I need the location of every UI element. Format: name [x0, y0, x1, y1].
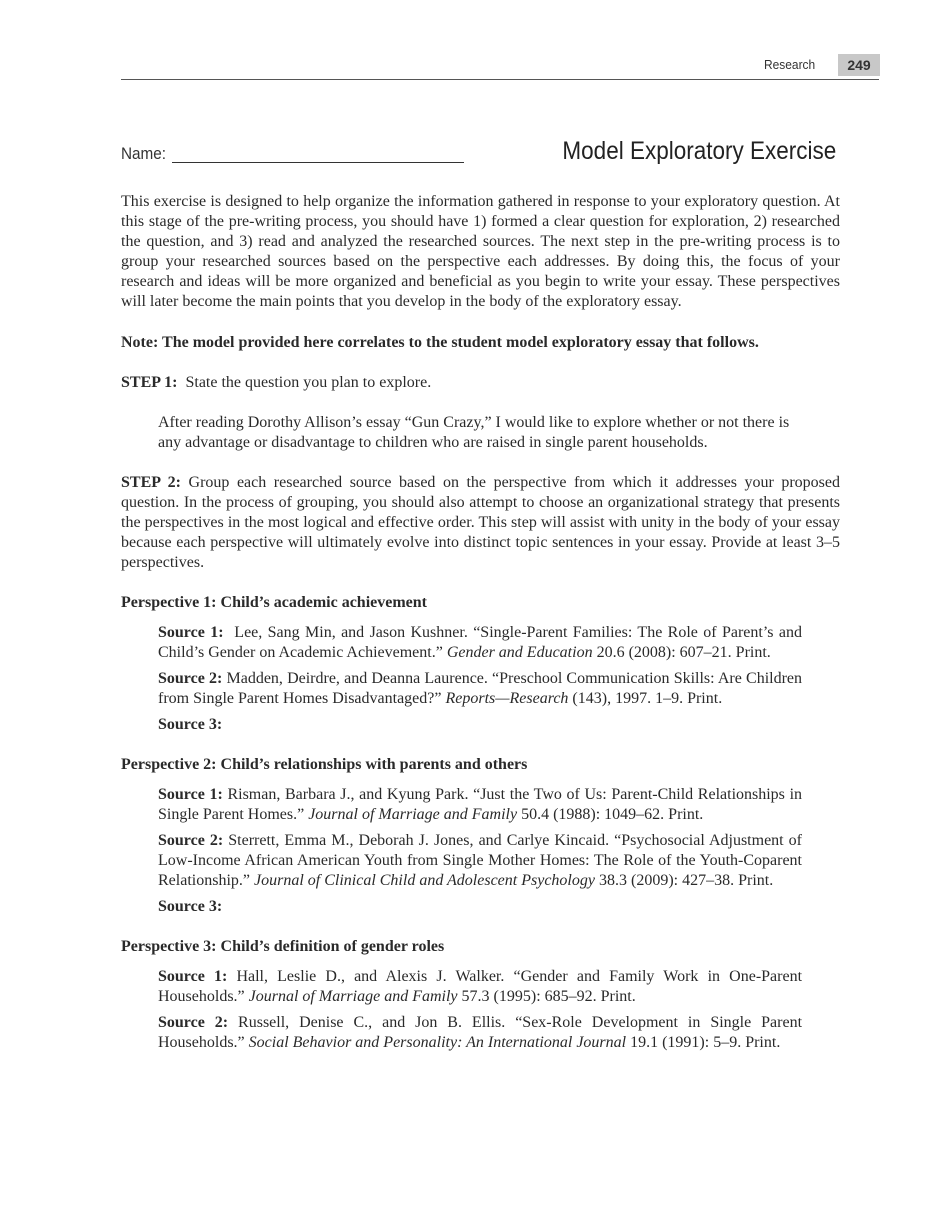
step-1-label: STEP 1:	[121, 374, 178, 391]
source-journal: Journal of Marriage and Family	[308, 806, 518, 823]
page-title: Model Exploratory Exercise	[562, 137, 836, 165]
source-citation: Madden, Deirdre, and Deanna Laurence. “Preschool Communication Skills: Are Children from Single Parent Homes Disadvantaged?”	[158, 670, 803, 707]
perspective-heading: Perspective 2: Child’s relationships with parents and others	[121, 756, 528, 773]
source-label: Source 2:	[158, 832, 224, 849]
source-citation: Risman, Barbara J., and Kyung Park. “Just the Two of Us: Parent-Child Relationships in Single Parent Homes.”	[158, 786, 803, 823]
source-label: Source 2:	[158, 1014, 229, 1031]
source-entry	[158, 967, 802, 1007]
source-label: Source 1:	[158, 786, 223, 803]
source-journal: Social Behavior and Personality: An International Journal	[248, 1034, 627, 1051]
source-citation-end: 19.1 (1991): 5–9. Print.	[626, 1034, 781, 1051]
step-1-answer: After reading Dorothy Allison’s essay “Gun Crazy,” I would like to explore whether or not there is any advantage or disadvantage to children who are raised in single parent households.	[158, 414, 790, 451]
header-rule	[121, 79, 879, 80]
source-citation-end: 38.3 (2009): 427–38. Print.	[594, 872, 774, 889]
source-entry	[158, 669, 802, 709]
step-2	[121, 473, 840, 573]
source-citation: Hall, Leslie D., and Alexis J. Walker. “Gender and Family Work in One-Parent Households.”	[158, 968, 803, 1005]
source-citation: Sterrett, Emma M., Deborah J. Jones, and Carlye Kincaid. “Psychosocial Adjustment of Low-Income African American Youth from Single Mother Homes: The Role of the Youth-Coparent Relationship.”	[158, 832, 803, 889]
source-journal: Journal of Clinical Child and Adolescent Psychology	[253, 872, 595, 889]
source-citation-end: 57.3 (1995): 685–92. Print.	[457, 988, 636, 1005]
source-citation: Lee, Sang Min, and Jason Kushner. “Single-Parent Families: The Role of Parent’s and Child’s Gender on Academic Achievement.”	[158, 624, 803, 661]
intro-paragraph: This exercise is designed to help organize the information gathered in response to your exploratory question. At this stage of the pre-writing process, you should have 1) formed a clear question for exploration, 2) researched the question, and 3) read and analyzed the researched sources. The next step in the pre-writing process is to group your researched sources based on the perspective each addresses. By doing this, the focus of your research and ideas will be more organized and beneficial as you begin to write your essay. These perspectives will later become the main points that you develop in the body of the exploratory essay.	[121, 193, 840, 310]
name-label: Name:	[121, 144, 167, 163]
perspective-heading: Perspective 3: Child’s definition of gender roles	[121, 938, 445, 955]
source-entry-empty: Source 3:	[158, 898, 223, 915]
name-field-line	[172, 162, 464, 163]
source-entry	[158, 1013, 802, 1053]
source-journal: Reports—Research	[445, 690, 569, 707]
source-label: Source 1:	[158, 624, 224, 641]
step-1-text: State the question you plan to explore.	[185, 374, 432, 391]
source-citation: Russell, Denise C., and Jon B. Ellis. “Sex-Role Development in Single Parent Households.”	[158, 1014, 803, 1051]
source-entry	[158, 785, 802, 825]
note: Note: The model provided here correlates to the student model exploratory essay that follows.	[121, 334, 759, 351]
perspective-heading: Perspective 1: Child’s academic achievement	[121, 594, 427, 611]
source-label: Source 2:	[158, 670, 223, 687]
source-citation-end: 20.6 (2008): 607–21. Print.	[592, 644, 771, 661]
source-citation-end: (143), 1997. 1–9. Print.	[568, 690, 723, 707]
source-entry	[158, 623, 802, 663]
source-label: Source 1:	[158, 968, 228, 985]
source-journal: Gender and Education	[446, 644, 593, 661]
document-body	[121, 192, 840, 1059]
running-head: Research	[764, 57, 816, 72]
source-entry	[158, 831, 802, 891]
source-journal: Journal of Marriage and Family	[248, 988, 458, 1005]
page-number: 249	[838, 54, 880, 76]
step-2-text: Group each researched source based on the perspective from which it addresses your proposed question. In the process of grouping, you should also attempt to choose an organizational strategy that presents the perspectives in the most logical and effective order. This step will assist with unity in the body of your essay because each perspective will ultimately evolve into distinct topic sentences in your essay. Provide at least 3–5 perspectives.	[121, 474, 840, 571]
step-1	[121, 373, 840, 393]
step-2-label: STEP 2:	[121, 474, 181, 491]
source-entry-empty: Source 3:	[158, 716, 223, 733]
source-citation-end: 50.4 (1988): 1049–62. Print.	[517, 806, 704, 823]
